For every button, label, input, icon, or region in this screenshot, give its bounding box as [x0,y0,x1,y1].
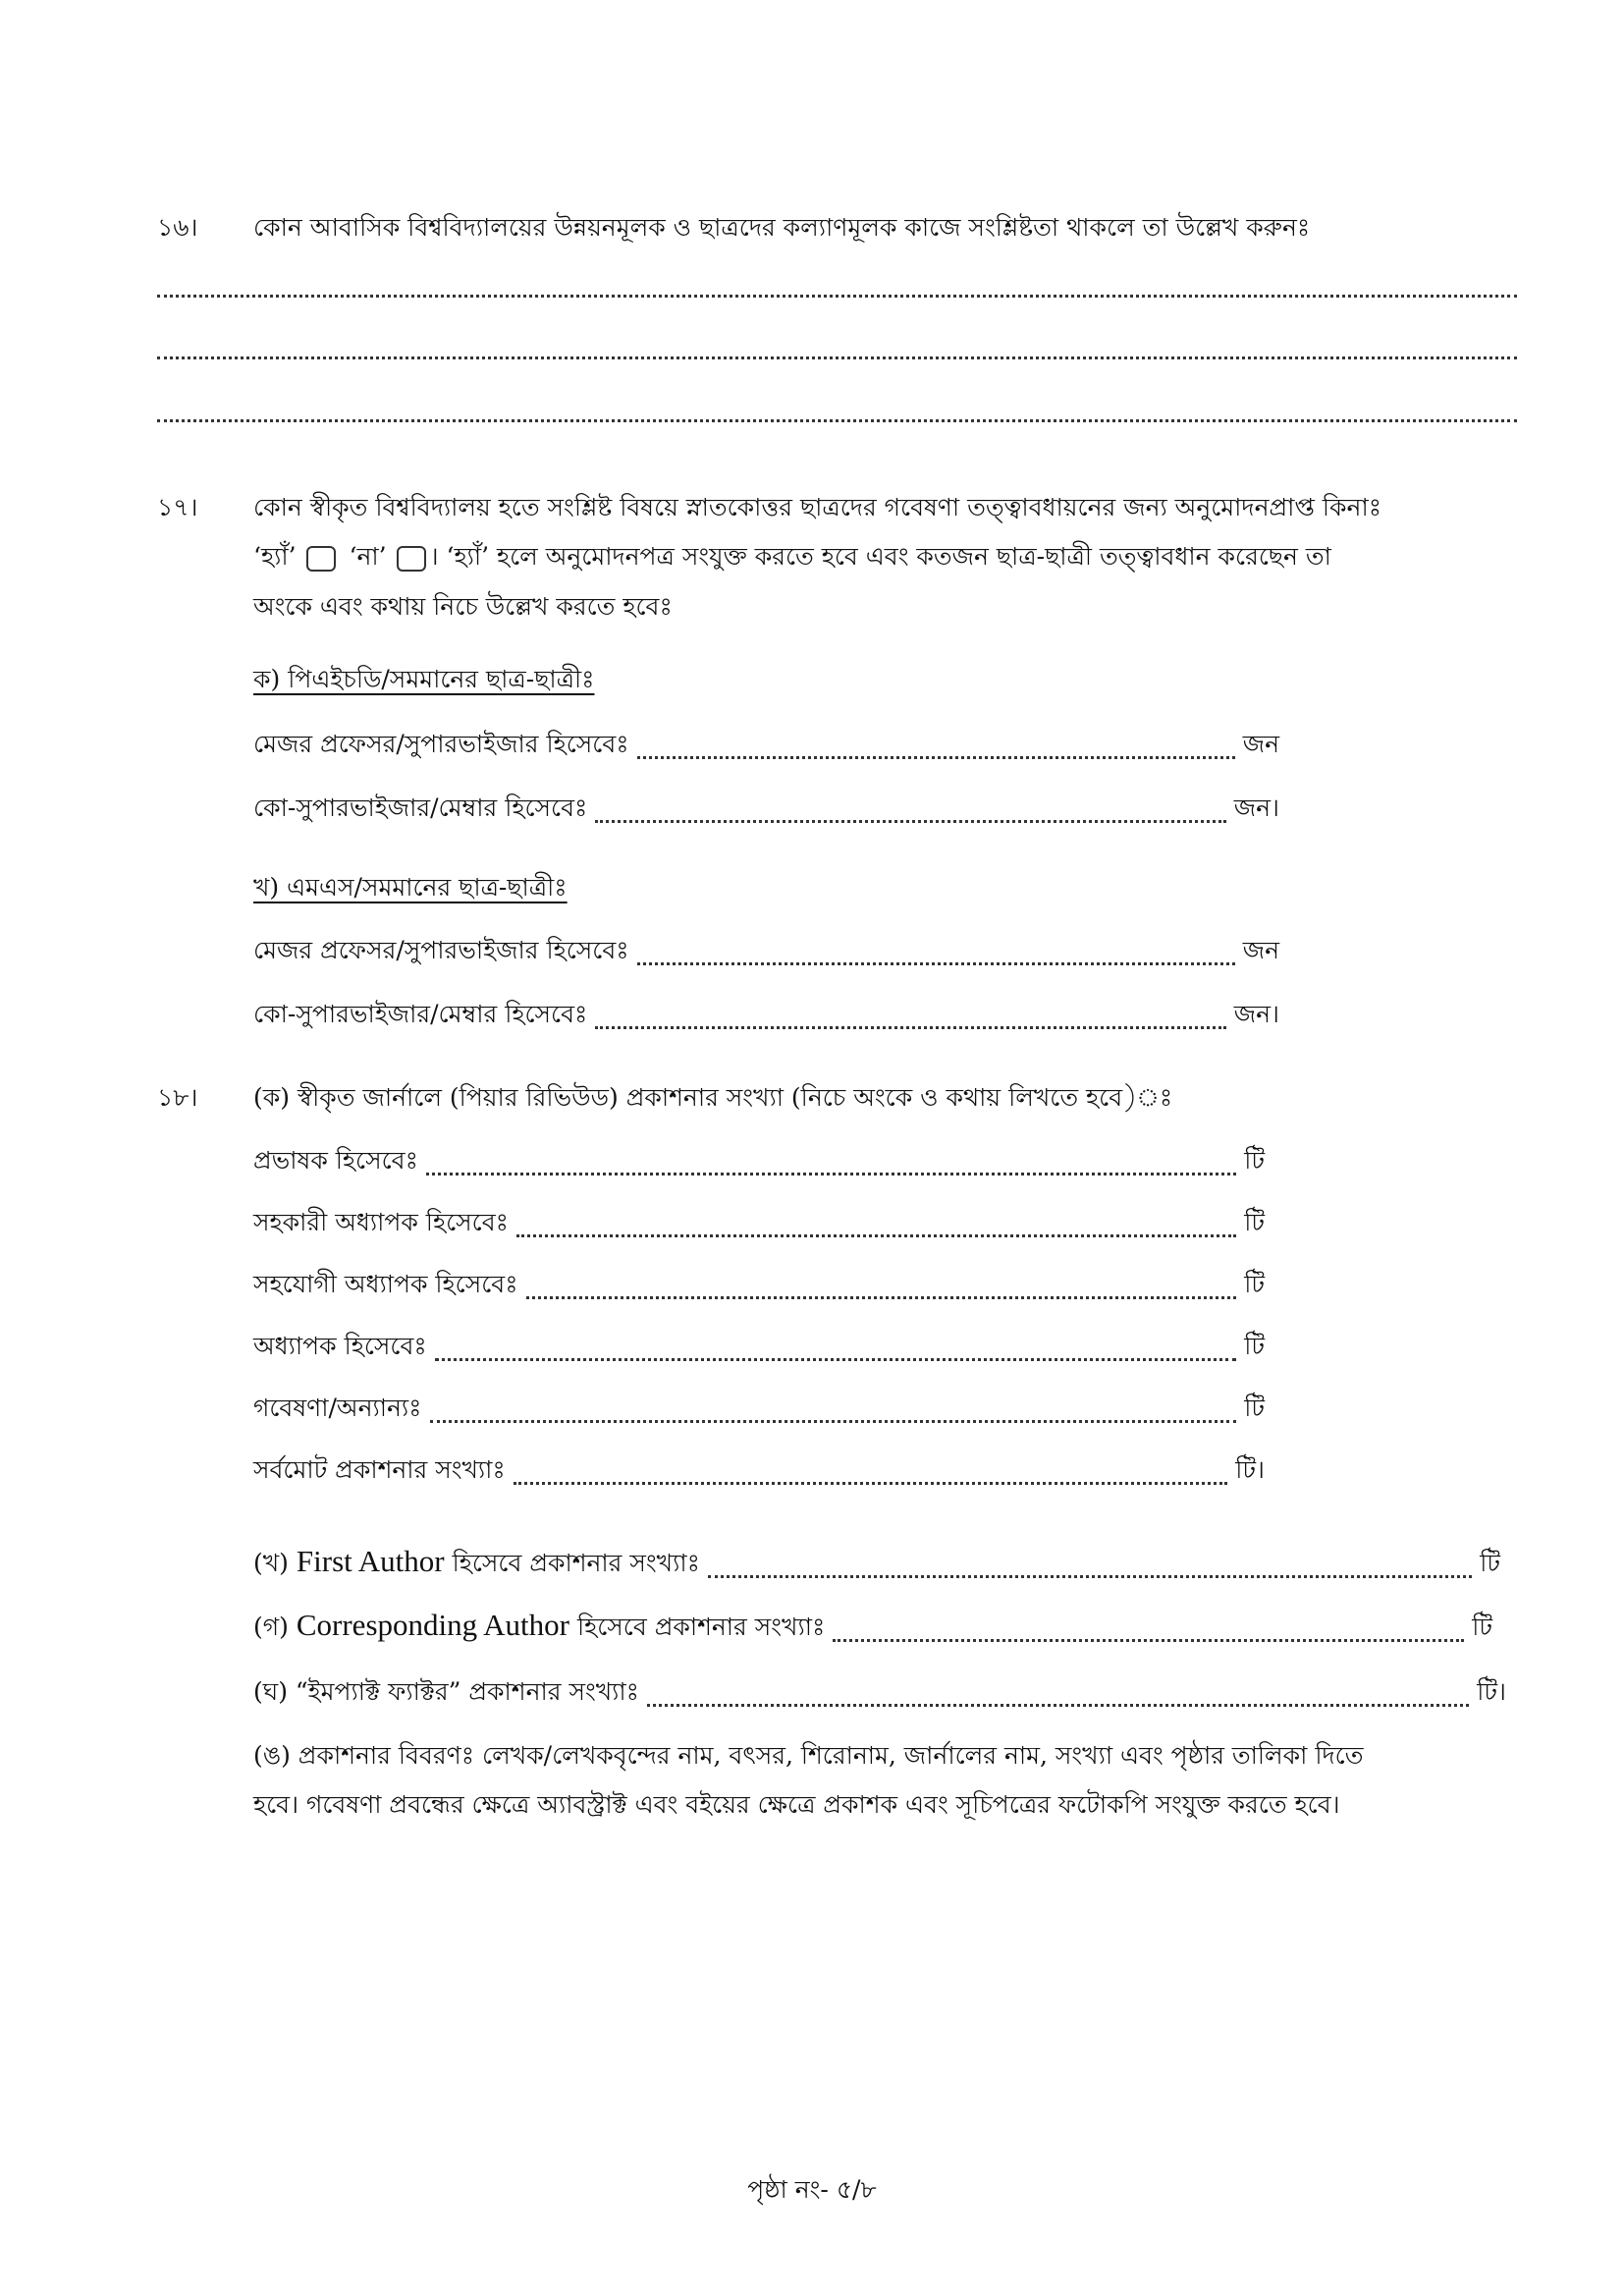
section-a-row-1-field[interactable] [637,756,1235,759]
section-b-heading: খ) এমএস/সমমানের ছাত্র-ছাত্রীঃ [253,873,568,902]
q18-row-research-unit: টি [1244,1394,1265,1422]
q18-kha-prefix: (খ) [253,1549,289,1577]
q17-line-2 [253,537,1331,579]
q18-uma-line-1: (ঙ) প্রকাশনার বিবরণঃ লেখক/লেখকবৃন্দের নাম, বৎসর, শিরোনাম, জার্নালের নাম, সংখ্যা এবং পৃষ্ঠার তালিকা দিতে [253,1741,1364,1770]
q18-intro: (ক) স্বীকৃত জার্নালে (পিয়ার রিভিউড) প্রকাশনার সংখ্যা (নিচে অংকে ও কথায় লিখতে হবে)ঃ [253,1083,1173,1112]
q18-row-professor-field[interactable] [435,1358,1237,1361]
q18-number: ১৮। [157,1083,198,1112]
q18-row-total [253,1450,1265,1493]
section-b-row-2-label: কো-সুপারভাইজার/মেম্বার হিসেবেঃ [253,1000,588,1028]
q18-row-assistant-unit: টি [1244,1208,1265,1236]
q16-answer-line-1[interactable] [157,295,1517,298]
section-b-row-2-unit: জন। [1233,1000,1279,1028]
q16-text: কোন আবাসিক বিশ্ববিদ্যালয়ের উন্নয়নমূলক ও ছাত্রদের কল্যাণমূলক কাজে সংশ্লিষ্টতা থাকলে তা উল্লেখ করুনঃ [253,213,1311,242]
q18-kha-label [253,1544,700,1586]
page-number: পৃষ্ঠা নং- ৫/৮ [747,2175,877,2204]
q18-row-lecturer-unit: টি [1244,1146,1265,1175]
q18-row-total-unit: টি। [1235,1455,1265,1484]
q18-gha-row [253,1672,1506,1715]
q18-row-associate-label: সহযোগী অধ্যাপক হিসেবেঃ [253,1270,518,1298]
q18-row-assistant [253,1203,1265,1245]
q18-row-professor-label: অধ্যাপক হিসেবেঃ [253,1332,427,1360]
q18-row-associate [253,1265,1265,1307]
q18-gha-unit: টি। [1477,1677,1506,1706]
q18-row-lecturer-label: প্রভাষক হিসেবেঃ [253,1146,418,1175]
section-b-row-2-field[interactable] [595,1026,1225,1029]
q17-line-1: কোন স্বীকৃত বিশ্ববিদ্যালয় হতে সংশ্লিষ্ট বিষয়ে স্নাতকোত্তর ছাত্রদের গবেষণা তত্ত্বাবধায়নের জন্য অনুমোদনপ্রাপ্ত কিনাঃ [253,493,1382,521]
q17-number: ১৭। [157,493,198,521]
q18-row-associate-field[interactable] [526,1296,1237,1299]
q18-row-professor-unit: টি [1244,1332,1265,1360]
q16-answer-line-3[interactable] [157,419,1517,422]
q18-row-lecturer [253,1141,1265,1183]
q18-row-research-label: গবেষণা/অন্যান্যঃ [253,1394,422,1422]
q17-line-2-rest: । ‘হ্যাঁ’ হলে অনুমোদনপত্র সংযুক্ত করতে হবে এবং কতজন ছাত্র-ছাত্রী তত্ত্বাবধান করেছেন তা [429,542,1331,571]
q18-row-lecturer-field[interactable] [426,1173,1236,1175]
q18-row-professor [253,1327,1265,1369]
section-a-heading: ক) পিএইচডি/সমমানের ছাত্র-ছাত্রীঃ [253,665,595,693]
q18-kha-row [253,1544,1500,1586]
q18-ga-label [253,1608,825,1650]
section-a-row-1 [253,725,1279,767]
q18-kha-unit: টি [1480,1549,1500,1577]
section-b-row-1-unit: জন [1242,936,1279,964]
q18-ga-prefix: (গ) [253,1613,289,1641]
q18-ga-row [253,1608,1492,1650]
section-a-row-2 [253,789,1279,831]
q18-row-total-field[interactable] [514,1482,1228,1485]
q18-gha-label: (ঘ) “ইমপ্যাক্ট ফ্যাক্টর” প্রকাশনার সংখ্যাঃ [253,1677,639,1706]
no-checkbox[interactable] [397,546,426,572]
section-a-row-2-field[interactable] [595,820,1225,823]
section-a-row-1-label: মেজর প্রফেসর/সুপারভাইজার হিসেবেঃ [253,730,629,758]
q17-line-3: অংকে এবং কথায় নিচে উল্লেখ করতে হবেঃ [253,592,673,621]
yes-label: ‘হ্যাঁ’ [253,542,297,571]
section-a-row-2-unit: জন। [1233,793,1279,822]
q18-uma-line-2: হবে। গবেষণা প্রবন্ধের ক্ষেত্রে অ্যাবস্ট্রাক্ট এবং বইয়ের ক্ষেত্রে প্রকাশক এবং সূচিপত্রের ফটোকপি সংযুক্ত করতে হবে। [253,1790,1340,1819]
q18-kha-suffix: হিসেবে প্রকাশনার সংখ্যাঃ [452,1549,700,1577]
q18-row-total-label: সর্বমোট প্রকাশনার সংখ্যাঃ [253,1455,506,1484]
section-b-row-2 [253,995,1279,1037]
q18-row-assistant-label: সহকারী অধ্যাপক হিসেবেঃ [253,1208,509,1236]
q18-row-research-field[interactable] [430,1420,1237,1423]
q18-ga-latin: Corresponding Author [296,1608,569,1642]
section-b-row-1-field[interactable] [637,962,1235,965]
section-a-row-1-unit: জন [1242,730,1279,758]
section-a-row-2-label: কো-সুপারভাইজার/মেম্বার হিসেবেঃ [253,793,588,822]
section-b-row-1-label: মেজর প্রফেসর/সুপারভাইজার হিসেবেঃ [253,936,629,964]
q18-kha-latin: First Author [296,1544,445,1578]
q18-ga-field[interactable] [833,1639,1464,1642]
q16-answer-line-2[interactable] [157,356,1517,359]
q18-row-assistant-field[interactable] [516,1234,1236,1237]
q16-number: ১৬। [157,213,198,242]
q18-row-research [253,1389,1265,1431]
yes-checkbox[interactable] [306,546,336,572]
q18-ga-suffix: হিসেবে প্রকাশনার সংখ্যাঃ [576,1613,826,1641]
q18-row-associate-unit: টি [1244,1270,1265,1298]
section-b-row-1 [253,931,1279,973]
no-label: ‘না’ [349,542,387,571]
q18-kha-field[interactable] [708,1575,1472,1578]
q18-ga-unit: টি [1472,1613,1492,1641]
q18-gha-field[interactable] [647,1704,1469,1707]
